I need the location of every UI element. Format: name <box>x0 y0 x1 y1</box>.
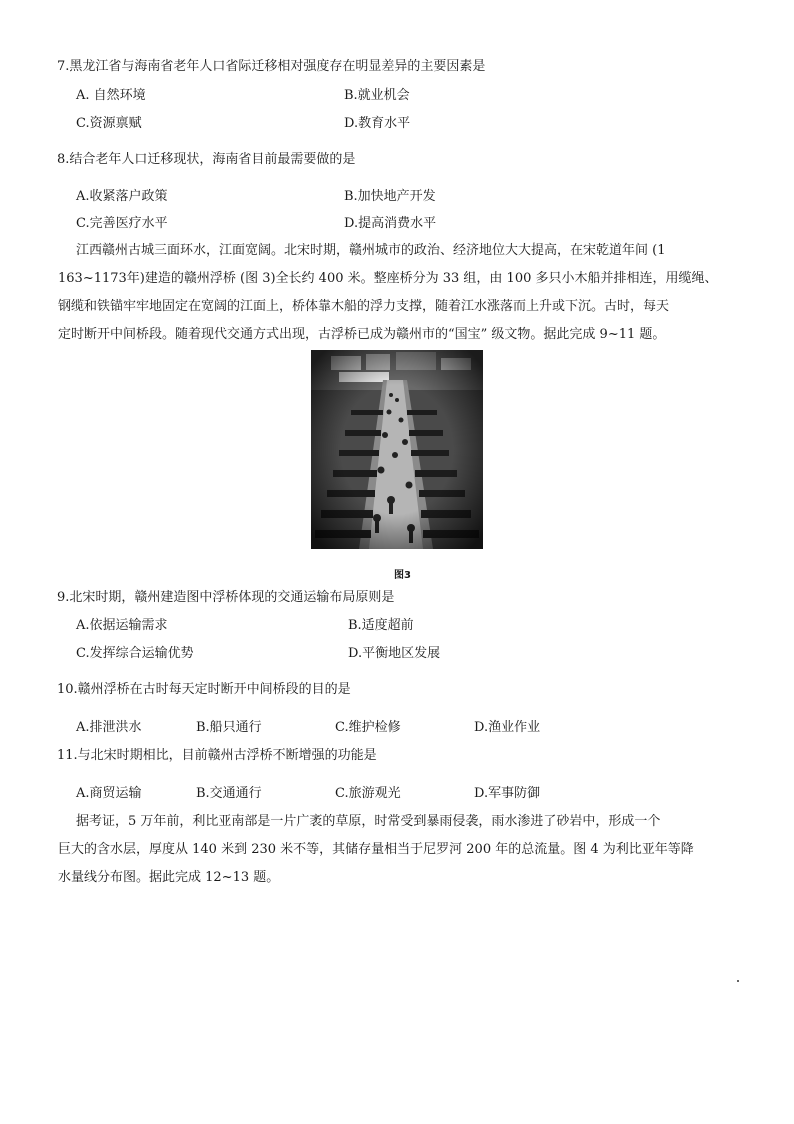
question-8-stem: 8.结合老年人口迁移现状，海南省目前最需要做的是 <box>57 152 356 167</box>
q10-option-c: C.维护检修 <box>335 720 401 735</box>
q8-option-d: D.提高消费水平 <box>344 216 437 231</box>
q10-option-a: A.排泄洪水 <box>76 720 142 735</box>
q7-option-b: B.就业机会 <box>344 88 410 103</box>
q9-option-d: D.平衡地区发展 <box>348 646 441 661</box>
q11-option-b: B.交通通行 <box>196 786 262 801</box>
question-9-stem: 9.北宋时期，赣州建造图中浮桥体现的交通运输布局原则是 <box>57 590 395 605</box>
q10-option-d: D.渔业作业 <box>474 720 541 735</box>
q7-option-a: A. 自然环境 <box>76 88 146 103</box>
q11-option-c: C.旅游观光 <box>335 786 401 801</box>
q7-option-c: C.资源禀赋 <box>76 116 142 131</box>
pontoon-bridge-photo <box>311 350 483 549</box>
q7-option-d: D.教育水平 <box>344 116 411 131</box>
q8-option-b: B.加快地产开发 <box>344 189 436 204</box>
passage-1-line-4: 定时断开中间桥段。随着现代交通方式出现，古浮桥已成为赣州市的“国宝” 级文物。据此完成 9~11 题。 <box>58 327 666 342</box>
q9-option-a: A.依据运输需求 <box>76 618 168 633</box>
figure-3-caption: 图3 <box>394 570 411 581</box>
q11-option-a: A.商贸运输 <box>76 786 142 801</box>
q9-option-b: B.适度超前 <box>348 618 414 633</box>
passage-2-line-2: 巨大的含水层，厚度从 140 米到 230 米不等，其储存量相当于尼罗河 200 年的总流量。图 4 为利比亚年等降 <box>58 842 694 857</box>
passage-2-line-1: 据考证，5 万年前，利比亚南部是一片广袤的草原，时常受到暴雨侵袭，雨水渗进了砂岩中，形成一个 <box>76 814 661 829</box>
q9-option-c: C.发挥综合运输优势 <box>76 646 194 661</box>
scan-speck <box>737 980 739 982</box>
passage-1-line-3: 钢缆和铁锚牢牢地固定在宽阔的江面上，桥体靠木船的浮力支撑，随着江水涨落而上升或下沉。古时，每天 <box>58 299 670 314</box>
question-10-stem: 10.赣州浮桥在古时每天定时断开中间桥段的目的是 <box>57 682 351 697</box>
passage-1-line-2: 163~1173年)建造的赣州浮桥 (图 3)全长约 400 米。整座桥分为 33 组，由 100 多只小木船并排相连，用缆绳、 <box>58 271 718 286</box>
passage-2-line-3: 水量线分布图。据此完成 12~13 题。 <box>58 870 280 885</box>
q8-option-c: C.完善医疗水平 <box>76 216 168 231</box>
q8-option-a: A.收紧落户政策 <box>76 189 168 204</box>
q11-option-d: D.军事防御 <box>474 786 541 801</box>
passage-1-line-1: 江西赣州古城三面环水，江面宽阔。北宋时期，赣州城市的政治、经济地位大大提高，在宋乾道年间 (1 <box>76 243 666 258</box>
question-7-stem: 7.黑龙江省与海南省老年人口省际迁移相对强度存在明显差异的主要因素是 <box>57 59 486 74</box>
pontoon-bridge-illustration <box>311 350 483 549</box>
question-11-stem: 11.与北宋时期相比，目前赣州古浮桥不断增强的功能是 <box>57 748 377 763</box>
q10-option-b: B.船只通行 <box>196 720 262 735</box>
